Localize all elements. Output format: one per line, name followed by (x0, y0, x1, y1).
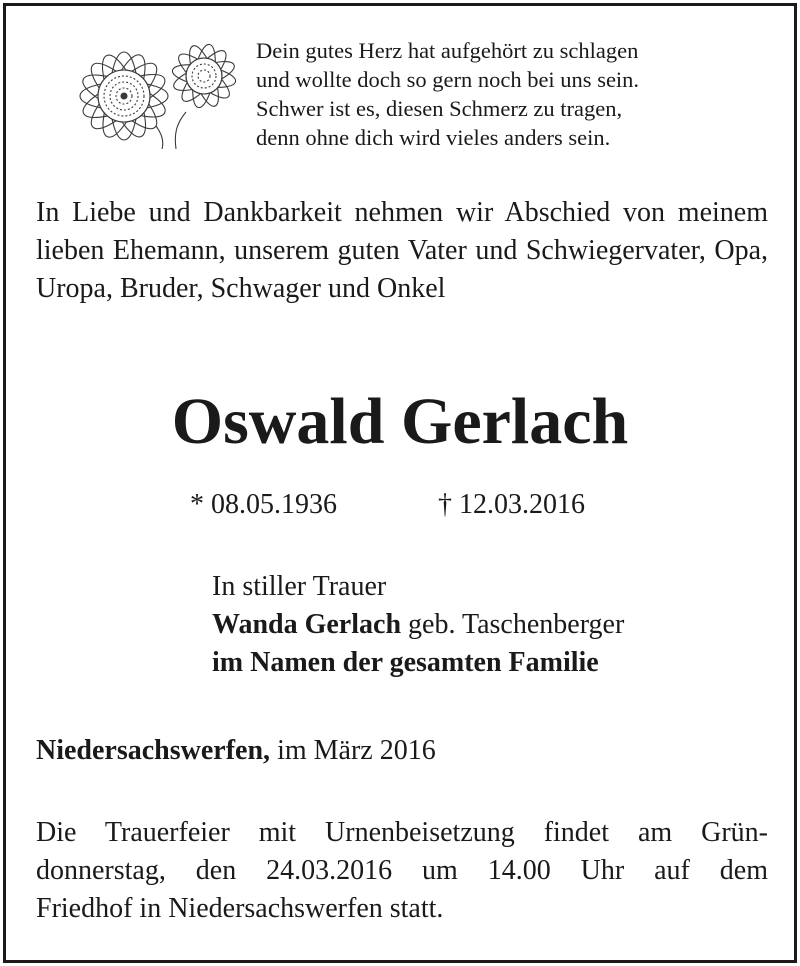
mourning-line: In stiller Trauer (212, 571, 387, 602)
poem-line: denn ohne dich wird vieles anders sein. (256, 125, 611, 150)
widow-name: Wanda Gerlach (212, 609, 402, 640)
family-line (212, 644, 624, 682)
widow-line (212, 606, 624, 644)
poem-line: Schwer ist es, diesen Schmerz zu tragen, (256, 96, 623, 121)
mourners-block (212, 568, 624, 682)
poem-line: und wollte doch so gern noch bei uns sein. (256, 67, 640, 92)
widow-maiden-name: geb. Taschenberger (401, 609, 625, 640)
deceased-name: Oswald Gerlach (171, 385, 629, 458)
service-info (36, 814, 768, 928)
poem (256, 36, 639, 152)
family-text: im Namen der gesamten Familie (212, 647, 599, 678)
sunflowers-icon (36, 34, 241, 149)
death-date: † 12.03.2016 (438, 489, 585, 520)
town-name: Niedersachswerfen, (36, 735, 271, 766)
month-year: im März 2016 (270, 735, 436, 766)
intro-text: In Liebe und Dankbarkeit nehmen wir Abschied von meinem lieben Ehemann, unserem guten Vater und Schwiegervater, Opa, Uropa, Bruder, Schwager und Onkel (36, 197, 768, 304)
poem-line: Dein gutes Herz hat aufgehört zu schlagen (256, 38, 639, 63)
birth-date: * 08.05.1936 (190, 489, 337, 520)
service-line: donnerstag, den 24.03.2016 um 14.00 Uhr auf dem (36, 855, 768, 886)
service-line: Die Trauerfeier mit Urnenbeisetzung findet am Grün- (36, 817, 768, 848)
service-line: Friedhof in Niedersachswerfen statt. (36, 893, 444, 924)
place-date (36, 732, 436, 770)
